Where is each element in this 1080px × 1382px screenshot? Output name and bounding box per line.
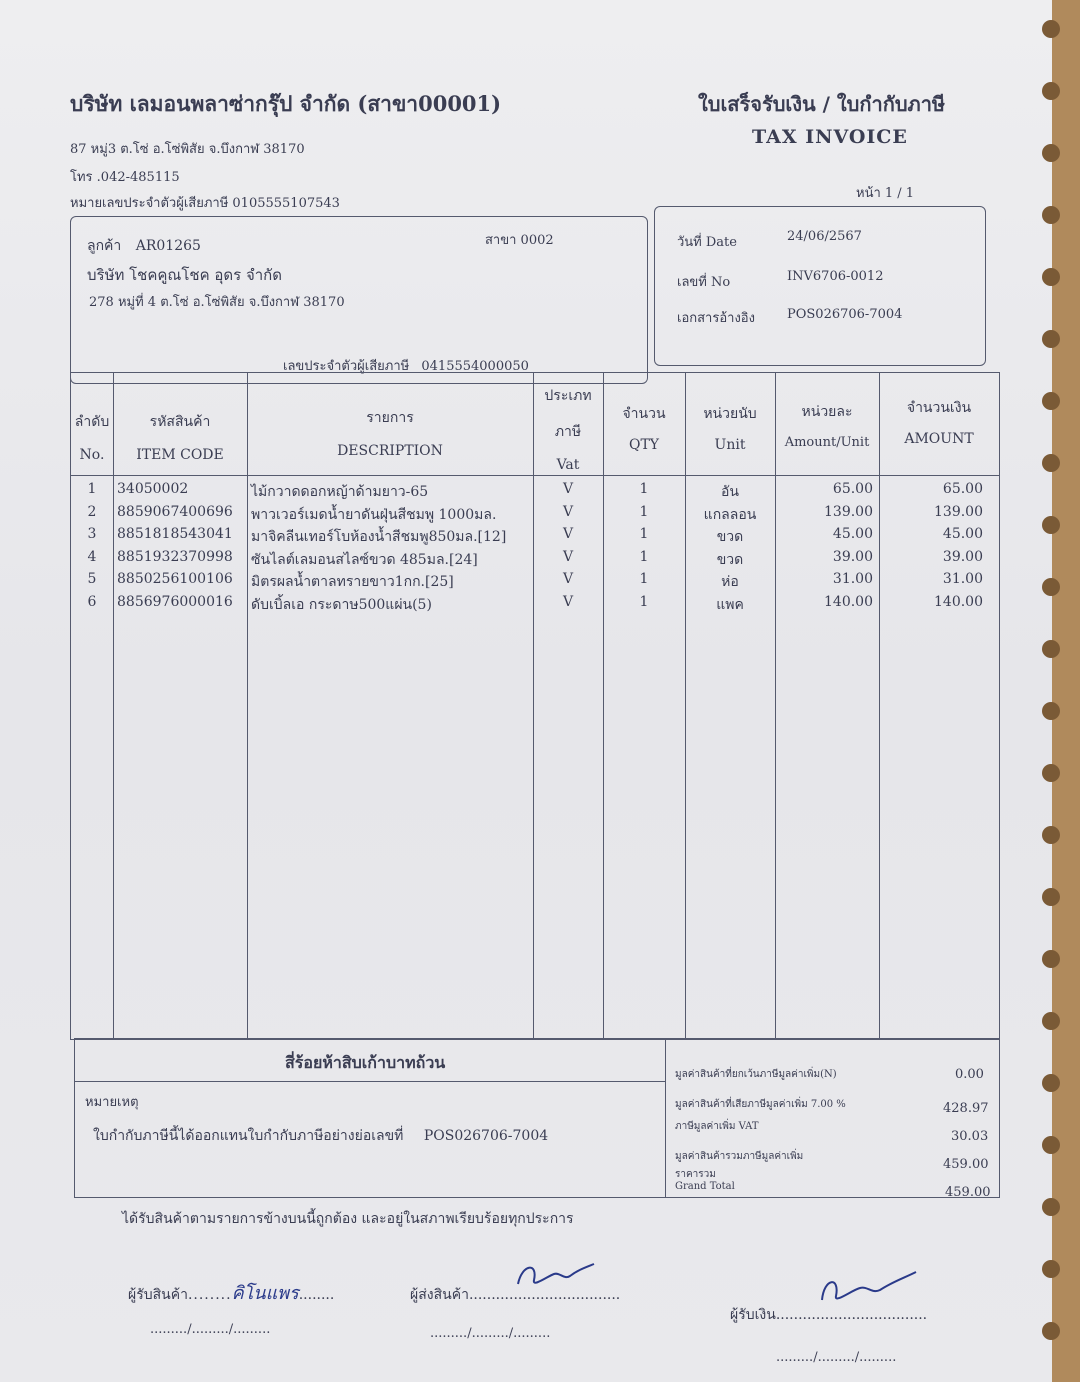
payee-date: ........./........./......... bbox=[776, 1350, 897, 1365]
cell-price: 140.00 bbox=[824, 594, 873, 610]
document-title-th: ใบเสร็จรับเงิน / ใบกำกับภาษี bbox=[698, 92, 946, 116]
header-desc-th: รายการ bbox=[366, 410, 414, 426]
reference-value: POS026706-7004 bbox=[787, 307, 903, 322]
exempt-value: 0.00 bbox=[955, 1067, 984, 1082]
cell-price: 39.00 bbox=[832, 548, 873, 565]
feed-hole bbox=[1042, 950, 1060, 968]
cell-unit: แกลลอน bbox=[703, 506, 757, 523]
cell-vat: V bbox=[562, 548, 574, 565]
customer-address: 278 หมู่ที่ 4 ต.โซ่ อ.โซ่พิสัย จ.บึงกาฬ 38170 bbox=[89, 295, 345, 310]
cell-amount: 65.00 bbox=[942, 481, 983, 497]
cell-amount: 45.00 bbox=[942, 526, 983, 543]
header-no-th: ลำดับ bbox=[74, 414, 110, 430]
feed-hole bbox=[1042, 268, 1060, 286]
cell-desc: มาจิคลีนเทอร์โบห้องน้ำสีชมพู850มล.[12] bbox=[251, 529, 507, 546]
number-label: เลขที่ No bbox=[677, 275, 731, 290]
date-label: วันที่ Date bbox=[677, 235, 737, 250]
sender-signature-line: ผู้ส่งสินค้า.................................. bbox=[410, 1287, 621, 1303]
col-divider bbox=[685, 373, 686, 1039]
page-number: หน้า 1 / 1 bbox=[856, 186, 915, 201]
customer-label bbox=[87, 235, 201, 257]
cell-price: 65.00 bbox=[832, 481, 873, 497]
cell-price: 45.00 bbox=[832, 526, 873, 543]
header-qty-en: QTY bbox=[628, 437, 660, 453]
header-vat-th1: ประเภท bbox=[544, 388, 592, 404]
sender-date: ........./........./......... bbox=[430, 1326, 551, 1341]
cell-no: 1 bbox=[87, 481, 97, 497]
cell-code: 8856976000016 bbox=[117, 594, 233, 610]
header-unit-en: Unit bbox=[714, 437, 746, 453]
cell-vat: V bbox=[562, 594, 574, 610]
feed-hole bbox=[1042, 206, 1060, 224]
customer-branch: สาขา 0002 bbox=[485, 233, 554, 248]
header-price bbox=[775, 401, 879, 450]
cell-no: 6 bbox=[87, 594, 97, 610]
header-code-en: ITEM CODE bbox=[136, 447, 224, 463]
tractor-feed-holes bbox=[1042, 10, 1062, 1380]
incl-vat-label: มูลค่าสินค้ารวมภาษีมูลค่าเพิ่ม bbox=[675, 1151, 804, 1162]
remark-ref: POS026706-7004 bbox=[423, 1128, 549, 1144]
cell-qty: 1 bbox=[639, 526, 649, 543]
cell-price: 31.00 bbox=[832, 571, 873, 588]
feed-hole bbox=[1042, 392, 1060, 410]
payee-signature-scribble bbox=[812, 1268, 922, 1310]
amount-in-words: สี่ร้อยห้าสิบเก้าบาทถ้วน bbox=[285, 1053, 446, 1072]
header-amount-th: จำนวนเงิน bbox=[906, 400, 972, 416]
feed-hole bbox=[1042, 516, 1060, 534]
cell-qty: 1 bbox=[639, 571, 649, 588]
cell-amount: 31.00 bbox=[942, 571, 983, 588]
feed-hole bbox=[1042, 20, 1060, 38]
cell-desc: ไม้กวาดดอกหญ้าด้ามยาว-65 bbox=[251, 484, 429, 500]
header-no-en: No. bbox=[79, 447, 105, 463]
payee-label: ผู้รับเงิน bbox=[730, 1307, 776, 1323]
header-price-en: Amount/Unit bbox=[784, 435, 870, 450]
col-divider bbox=[775, 373, 776, 1039]
cell-unit: ขวด bbox=[716, 529, 744, 546]
receiver-date: ........./........./......... bbox=[150, 1322, 271, 1337]
reference-label: เอกสารอ้างอิง bbox=[677, 311, 755, 326]
cell-unit: ขวด bbox=[716, 551, 744, 568]
customer-box bbox=[70, 216, 648, 384]
remark-label: หมายเหตุ bbox=[85, 1095, 139, 1110]
remark-text bbox=[93, 1125, 548, 1147]
feed-hole bbox=[1042, 1322, 1060, 1340]
cell-no: 5 bbox=[87, 571, 97, 588]
feed-hole bbox=[1042, 454, 1060, 472]
customer-name: บริษัท โชคคูณโชค อุดร จำกัด bbox=[87, 266, 282, 284]
col-divider bbox=[603, 373, 604, 1039]
cell-no: 2 bbox=[87, 503, 97, 520]
summary-box bbox=[74, 1038, 1000, 1198]
cell-unit: อัน bbox=[721, 484, 739, 500]
taxable-value: 428.97 bbox=[943, 1101, 989, 1116]
grand-total-label-en: Grand Total bbox=[675, 1181, 735, 1192]
col-divider bbox=[113, 373, 114, 1039]
exempt-label: มูลค่าสินค้าที่ยกเว้นภาษีมูลค่าเพิ่ม(N) bbox=[675, 1069, 837, 1080]
feed-hole bbox=[1042, 1136, 1060, 1154]
date-value: 24/06/2567 bbox=[787, 229, 862, 244]
grand-total-label-th: ราคารวม bbox=[675, 1169, 716, 1180]
items-table bbox=[70, 372, 1000, 1040]
seller-address: 87 หมู่3 ต.โซ่ อ.โซ่พิสัย จ.บึงกาฬ 38170 bbox=[70, 142, 305, 157]
seller-phone: โทร .042-485115 bbox=[70, 170, 180, 185]
seller-tax-id: หมายเลขประจำตัวผู้เสียภาษี 0105555107543 bbox=[70, 196, 340, 211]
feed-hole bbox=[1042, 330, 1060, 348]
sender-label: ผู้ส่งสินค้า bbox=[410, 1287, 469, 1303]
header-no bbox=[71, 411, 113, 463]
feed-hole bbox=[1042, 826, 1060, 844]
receiver-signature-line: ผู้รับสินค้า........คิโนแพร........ bbox=[128, 1283, 335, 1304]
receiver-label: ผู้รับสินค้า bbox=[128, 1287, 188, 1303]
cell-code: 8851932370998 bbox=[117, 548, 233, 565]
cell-qty: 1 bbox=[639, 548, 649, 565]
feed-hole bbox=[1042, 1198, 1060, 1216]
header-qty bbox=[603, 403, 685, 453]
grand-total-label bbox=[675, 1169, 735, 1193]
cell-vat: V bbox=[562, 571, 574, 588]
header-unit-th: หน่วยนับ bbox=[703, 406, 757, 422]
header-code-th: รหัสสินค้า bbox=[149, 414, 211, 430]
cell-code: 34050002 bbox=[117, 481, 189, 497]
cell-unit: แพค bbox=[716, 597, 744, 613]
number-value: INV6706-0012 bbox=[787, 269, 884, 284]
cell-unit: ห่อ bbox=[721, 574, 739, 591]
feed-hole bbox=[1042, 640, 1060, 658]
cell-no: 3 bbox=[87, 526, 97, 543]
cell-vat: V bbox=[562, 526, 574, 543]
header-code bbox=[113, 411, 247, 463]
feed-hole bbox=[1042, 578, 1060, 596]
summary-col-divider bbox=[665, 1039, 666, 1197]
remark-body: ใบกำกับภาษีนี้ได้ออกแทนใบกำกับภาษีอย่างย่อเลขที่ bbox=[93, 1128, 404, 1144]
feed-hole bbox=[1042, 1074, 1060, 1092]
cell-amount: 140.00 bbox=[934, 594, 983, 610]
sender-signature-scribble bbox=[508, 1258, 598, 1294]
col-divider bbox=[879, 373, 880, 1039]
header-vat-th2: ภาษี bbox=[554, 424, 582, 440]
feed-hole bbox=[1042, 702, 1060, 720]
feed-hole bbox=[1042, 1012, 1060, 1030]
cell-price: 139.00 bbox=[824, 503, 873, 520]
cell-qty: 1 bbox=[639, 594, 649, 610]
feed-hole bbox=[1042, 144, 1060, 162]
vat-value: 30.03 bbox=[951, 1129, 989, 1144]
summary-divider bbox=[75, 1081, 665, 1082]
header-description bbox=[247, 407, 533, 459]
cell-qty: 1 bbox=[639, 481, 649, 497]
feed-hole bbox=[1042, 888, 1060, 906]
cell-code: 8859067400696 bbox=[117, 503, 233, 520]
cell-code: 8851818543041 bbox=[117, 526, 233, 543]
cell-amount: 39.00 bbox=[942, 548, 983, 565]
header-vat-en: Vat bbox=[556, 457, 580, 473]
payee-signature-line: ผู้รับเงิน.................................. bbox=[730, 1307, 928, 1323]
customer-label-text: ลูกค้า bbox=[87, 238, 122, 254]
incl-vat-value: 459.00 bbox=[943, 1157, 989, 1172]
header-amount bbox=[879, 397, 999, 447]
seller-name: บริษัท เลมอนพลาซ่ากรุ๊ป จำกัด (สาขา00001) bbox=[70, 91, 502, 116]
taxable-label: มูลค่าสินค้าที่เสียภาษีมูลค่าเพิ่ม 7.00 % bbox=[675, 1099, 846, 1110]
cell-desc: ดับเบิ้ลเอ กระดาษ500แผ่น(5) bbox=[251, 597, 432, 613]
feed-hole bbox=[1042, 82, 1060, 100]
cell-desc: ซันไลต์เลมอนสไลซ์ขวด 485มล.[24] bbox=[251, 551, 478, 568]
col-divider bbox=[247, 373, 248, 1039]
header-amount-en: AMOUNT bbox=[904, 431, 974, 447]
header-desc-en: DESCRIPTION bbox=[337, 443, 443, 459]
cell-code: 8850256100106 bbox=[117, 571, 233, 588]
header-vat bbox=[533, 385, 603, 473]
header-qty-th: จำนวน bbox=[622, 406, 666, 422]
grand-total-value: 459.00 bbox=[945, 1185, 991, 1200]
cell-amount: 139.00 bbox=[934, 503, 983, 520]
document-info-box bbox=[654, 206, 986, 366]
feed-hole bbox=[1042, 1260, 1060, 1278]
feed-hole bbox=[1042, 764, 1060, 782]
header-price-th: หน่วยละ bbox=[801, 404, 853, 420]
cell-vat: V bbox=[562, 503, 574, 520]
customer-code: AR01265 bbox=[135, 238, 201, 254]
customer-tax-id-value: 0415554000050 bbox=[421, 359, 529, 374]
customer-tax-id-label: เลขประจำตัวผู้เสียภาษี bbox=[283, 359, 410, 374]
vat-label: ภาษีมูลค่าเพิ่ม VAT bbox=[675, 1121, 759, 1132]
cell-qty: 1 bbox=[639, 503, 649, 520]
cell-desc: มิตรผลน้ำตาลทรายขาว1กก.[25] bbox=[251, 574, 454, 591]
header-unit bbox=[685, 403, 775, 453]
header-divider bbox=[71, 475, 999, 476]
cell-vat: V bbox=[562, 481, 574, 497]
document-title-en: TAX INVOICE bbox=[752, 126, 908, 148]
receiver-signature: คิโนแพร bbox=[231, 1283, 299, 1304]
cell-desc: พาวเวอร์เมดน้ำยาดันฝุ่นสีชมพู 1000มล. bbox=[251, 506, 497, 523]
acknowledge-text: ได้รับสินค้าตามรายการข้างบนนี้ถูกต้อง และอยู่ในสภาพเรียบร้อยทุกประการ bbox=[122, 1211, 574, 1227]
cell-no: 4 bbox=[87, 548, 97, 565]
